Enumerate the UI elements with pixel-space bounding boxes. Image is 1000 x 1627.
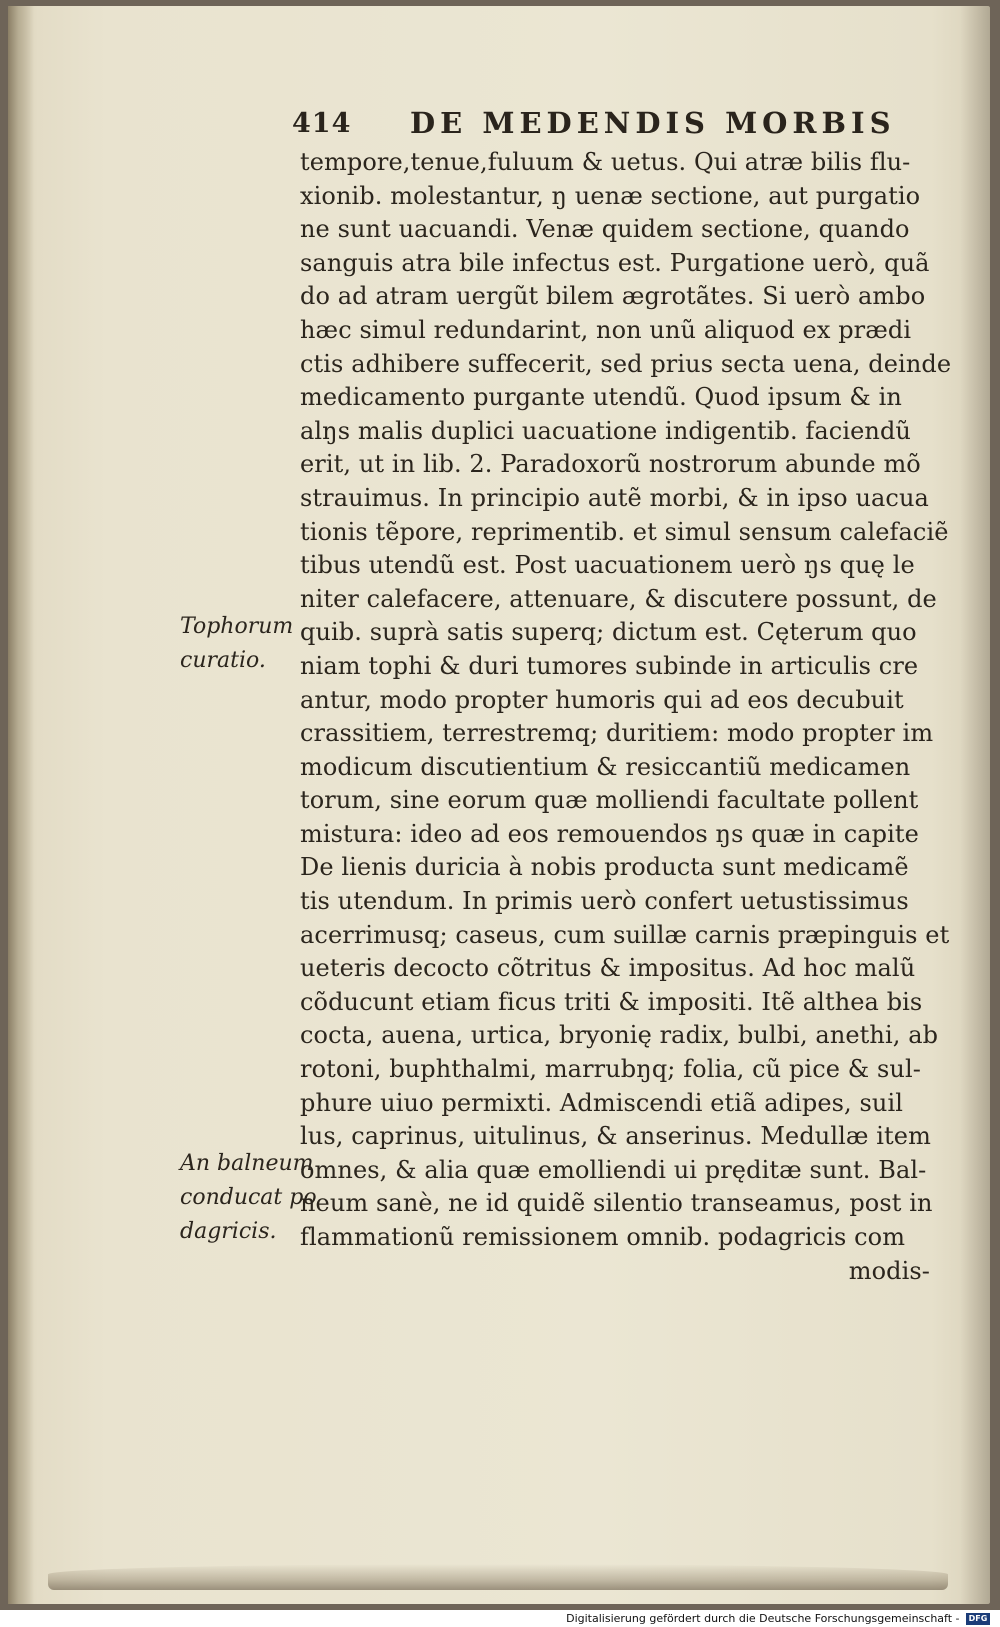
text-line: flammationũ remissionem omnib. podagricis com bbox=[300, 1223, 906, 1251]
text-line: niter calefacere, attenuare, & discutere possunt, de bbox=[300, 584, 937, 613]
text-line: ueteris decocto cõtritus & impositus. Ad hoc malũ bbox=[300, 954, 916, 983]
text-line: cõducunt etiam ficus triti & impositi. Itẽ althea bis bbox=[300, 987, 923, 1016]
text-line: torum, sine eorum quæ molliendi facultate pollent bbox=[300, 786, 919, 815]
text-line: antur, modo propter humoris qui ad eos decubuit bbox=[300, 685, 904, 714]
text-line: neum sanè, ne id quidẽ silentio transeamus, post in bbox=[300, 1189, 933, 1218]
page-number: 414 bbox=[292, 108, 352, 139]
text-line: tibus utendũ est. Post uacuationem uerò ŋs quę le bbox=[300, 551, 915, 580]
marginal-note-conducat-po: conducat po bbox=[180, 1185, 317, 1210]
text-line: acerrimusq; caseus, cum suillæ carnis præpinguis et bbox=[300, 920, 950, 949]
text-line: cocta, auena, urtica, bryonię radix, bulbi, anethi, ab bbox=[300, 1021, 939, 1050]
text-line: omnes, & alia quæ emolliendi ui pręditæ sunt. Bal- bbox=[300, 1155, 927, 1184]
body-text bbox=[300, 146, 952, 1288]
text-line: xionib. molestantur, ŋ uenæ sectione, aut purgatio bbox=[300, 181, 921, 210]
text-line: rotoni, buphthalmi, marrubŋq; folia, cũ pice & sul- bbox=[300, 1055, 921, 1084]
text-line: erit, ut in lib. 2. Paradoxorũ nostrorum abunde mõ bbox=[300, 450, 921, 479]
text-line: tionis tẽpore, reprimentib. et simul sensum calefaciẽ bbox=[300, 517, 949, 546]
marginal-note-curatio: curatio. bbox=[180, 648, 266, 673]
digitization-credit bbox=[566, 1611, 990, 1626]
text-line: alŋs malis duplici uacuatione indigentib. faciendũ bbox=[300, 416, 911, 445]
marginal-note-an-balneum: An balneum bbox=[180, 1151, 314, 1176]
text-line: crassitiem, terrestremq; duritiem: modo propter im bbox=[300, 719, 934, 748]
page-gutter-shadow bbox=[8, 6, 34, 1604]
text-line: phure uiuo permixti. Admiscendi etiã adipes, suil bbox=[300, 1088, 904, 1117]
text-line: medicamento purgante utendũ. Quod ipsum & in bbox=[300, 383, 902, 412]
text-line: quib. suprà satis superq; dictum est. Cęterum quo bbox=[300, 618, 917, 647]
marginal-note-dagricis: dagricis. bbox=[180, 1219, 277, 1244]
text-line: tis utendum. In primis uerò confert uetustissimus bbox=[300, 887, 909, 916]
running-title: DE MEDENDIS MORBIS bbox=[410, 106, 896, 140]
text-line: strauimus. In principio autẽ morbi, & in ipso uacua bbox=[300, 483, 929, 512]
text-line: do ad atram uergũt bilem ægrotãtes. Si uerò ambo bbox=[300, 282, 926, 311]
text-line: lus, caprinus, uitulinus, & anserinus. Medullæ item bbox=[300, 1122, 931, 1151]
text-line: ctis adhibere suffecerit, sed prius secta uena, deinde bbox=[300, 349, 952, 378]
page-header bbox=[292, 102, 896, 142]
page-right-shadow bbox=[960, 6, 990, 1604]
text-line: modicum discutientium & resiccantiũ medicamen bbox=[300, 752, 911, 781]
text-line: sanguis atra bile infectus est. Purgatione uerò, quã bbox=[300, 248, 930, 277]
text-line: niam tophi & duri tumores subinde in articulis cre bbox=[300, 651, 919, 680]
text-line: ne sunt uacuandi. Venæ quidem sectione, quando bbox=[300, 215, 910, 244]
text-line: hæc simul redundarint, non unũ aliquod ex prædi bbox=[300, 315, 912, 344]
catchword: modis- bbox=[848, 1256, 930, 1285]
page-bottom-edge bbox=[48, 1564, 948, 1590]
text-line: De lienis duricia à nobis producta sunt medicamẽ bbox=[300, 853, 909, 882]
dfg-logo: DFG bbox=[966, 1613, 990, 1625]
credit-text: Digitalisierung gefördert durch die Deutsche Forschungsgemeinschaft - bbox=[566, 1612, 960, 1625]
text-line: tempore,tenue,fuluum & uetus. Qui atræ bilis flu- bbox=[300, 148, 911, 176]
marginal-note-tophorum: Tophorum bbox=[180, 614, 294, 639]
text-line: mistura: ideo ad eos remouendos ŋs quæ in capite bbox=[300, 819, 919, 848]
